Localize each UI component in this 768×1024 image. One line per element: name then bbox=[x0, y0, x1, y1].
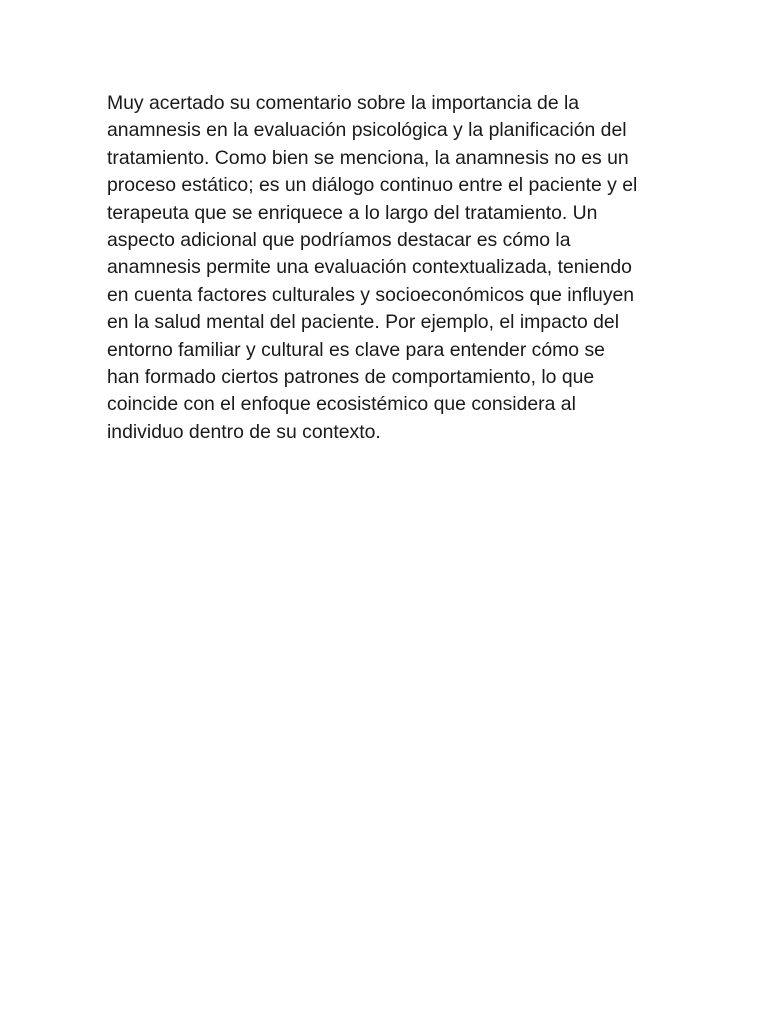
paragraph-line: entorno familiar y cultural es clave para entender cómo se bbox=[107, 338, 605, 361]
paragraph-line: tratamiento. Como bien se menciona, la anamnesis no es un bbox=[107, 146, 629, 169]
paragraph-line: aspecto adicional que podríamos destacar es cómo la bbox=[107, 229, 571, 252]
paragraph-line: han formado ciertos patrones de comportamiento, lo que bbox=[107, 366, 595, 389]
paragraph-line: anamnesis en la evaluación psicológica y la planificación del bbox=[107, 119, 627, 142]
paragraph-line: en cuenta factores culturales y socioeconómicos que influyen bbox=[107, 283, 635, 306]
paragraph-line: Muy acertado su comentario sobre la importancia de la bbox=[107, 92, 580, 114]
paragraph-line: proceso estático; es un diálogo continuo entre el paciente y el bbox=[107, 174, 638, 197]
paragraph-line: anamnesis permite una evaluación contextualizada, teniendo bbox=[107, 256, 632, 279]
paragraph-line: terapeuta que se enriquece a lo largo del tratamiento. Un bbox=[107, 201, 598, 224]
paragraph-line: coincide con el enfoque ecosistémico que considera al bbox=[107, 393, 576, 416]
paragraph-line: individuo dentro de su contexto. bbox=[107, 420, 381, 443]
paragraph-line: en la salud mental del paciente. Por ejemplo, el impacto del bbox=[107, 311, 619, 334]
body-paragraph bbox=[107, 90, 667, 446]
